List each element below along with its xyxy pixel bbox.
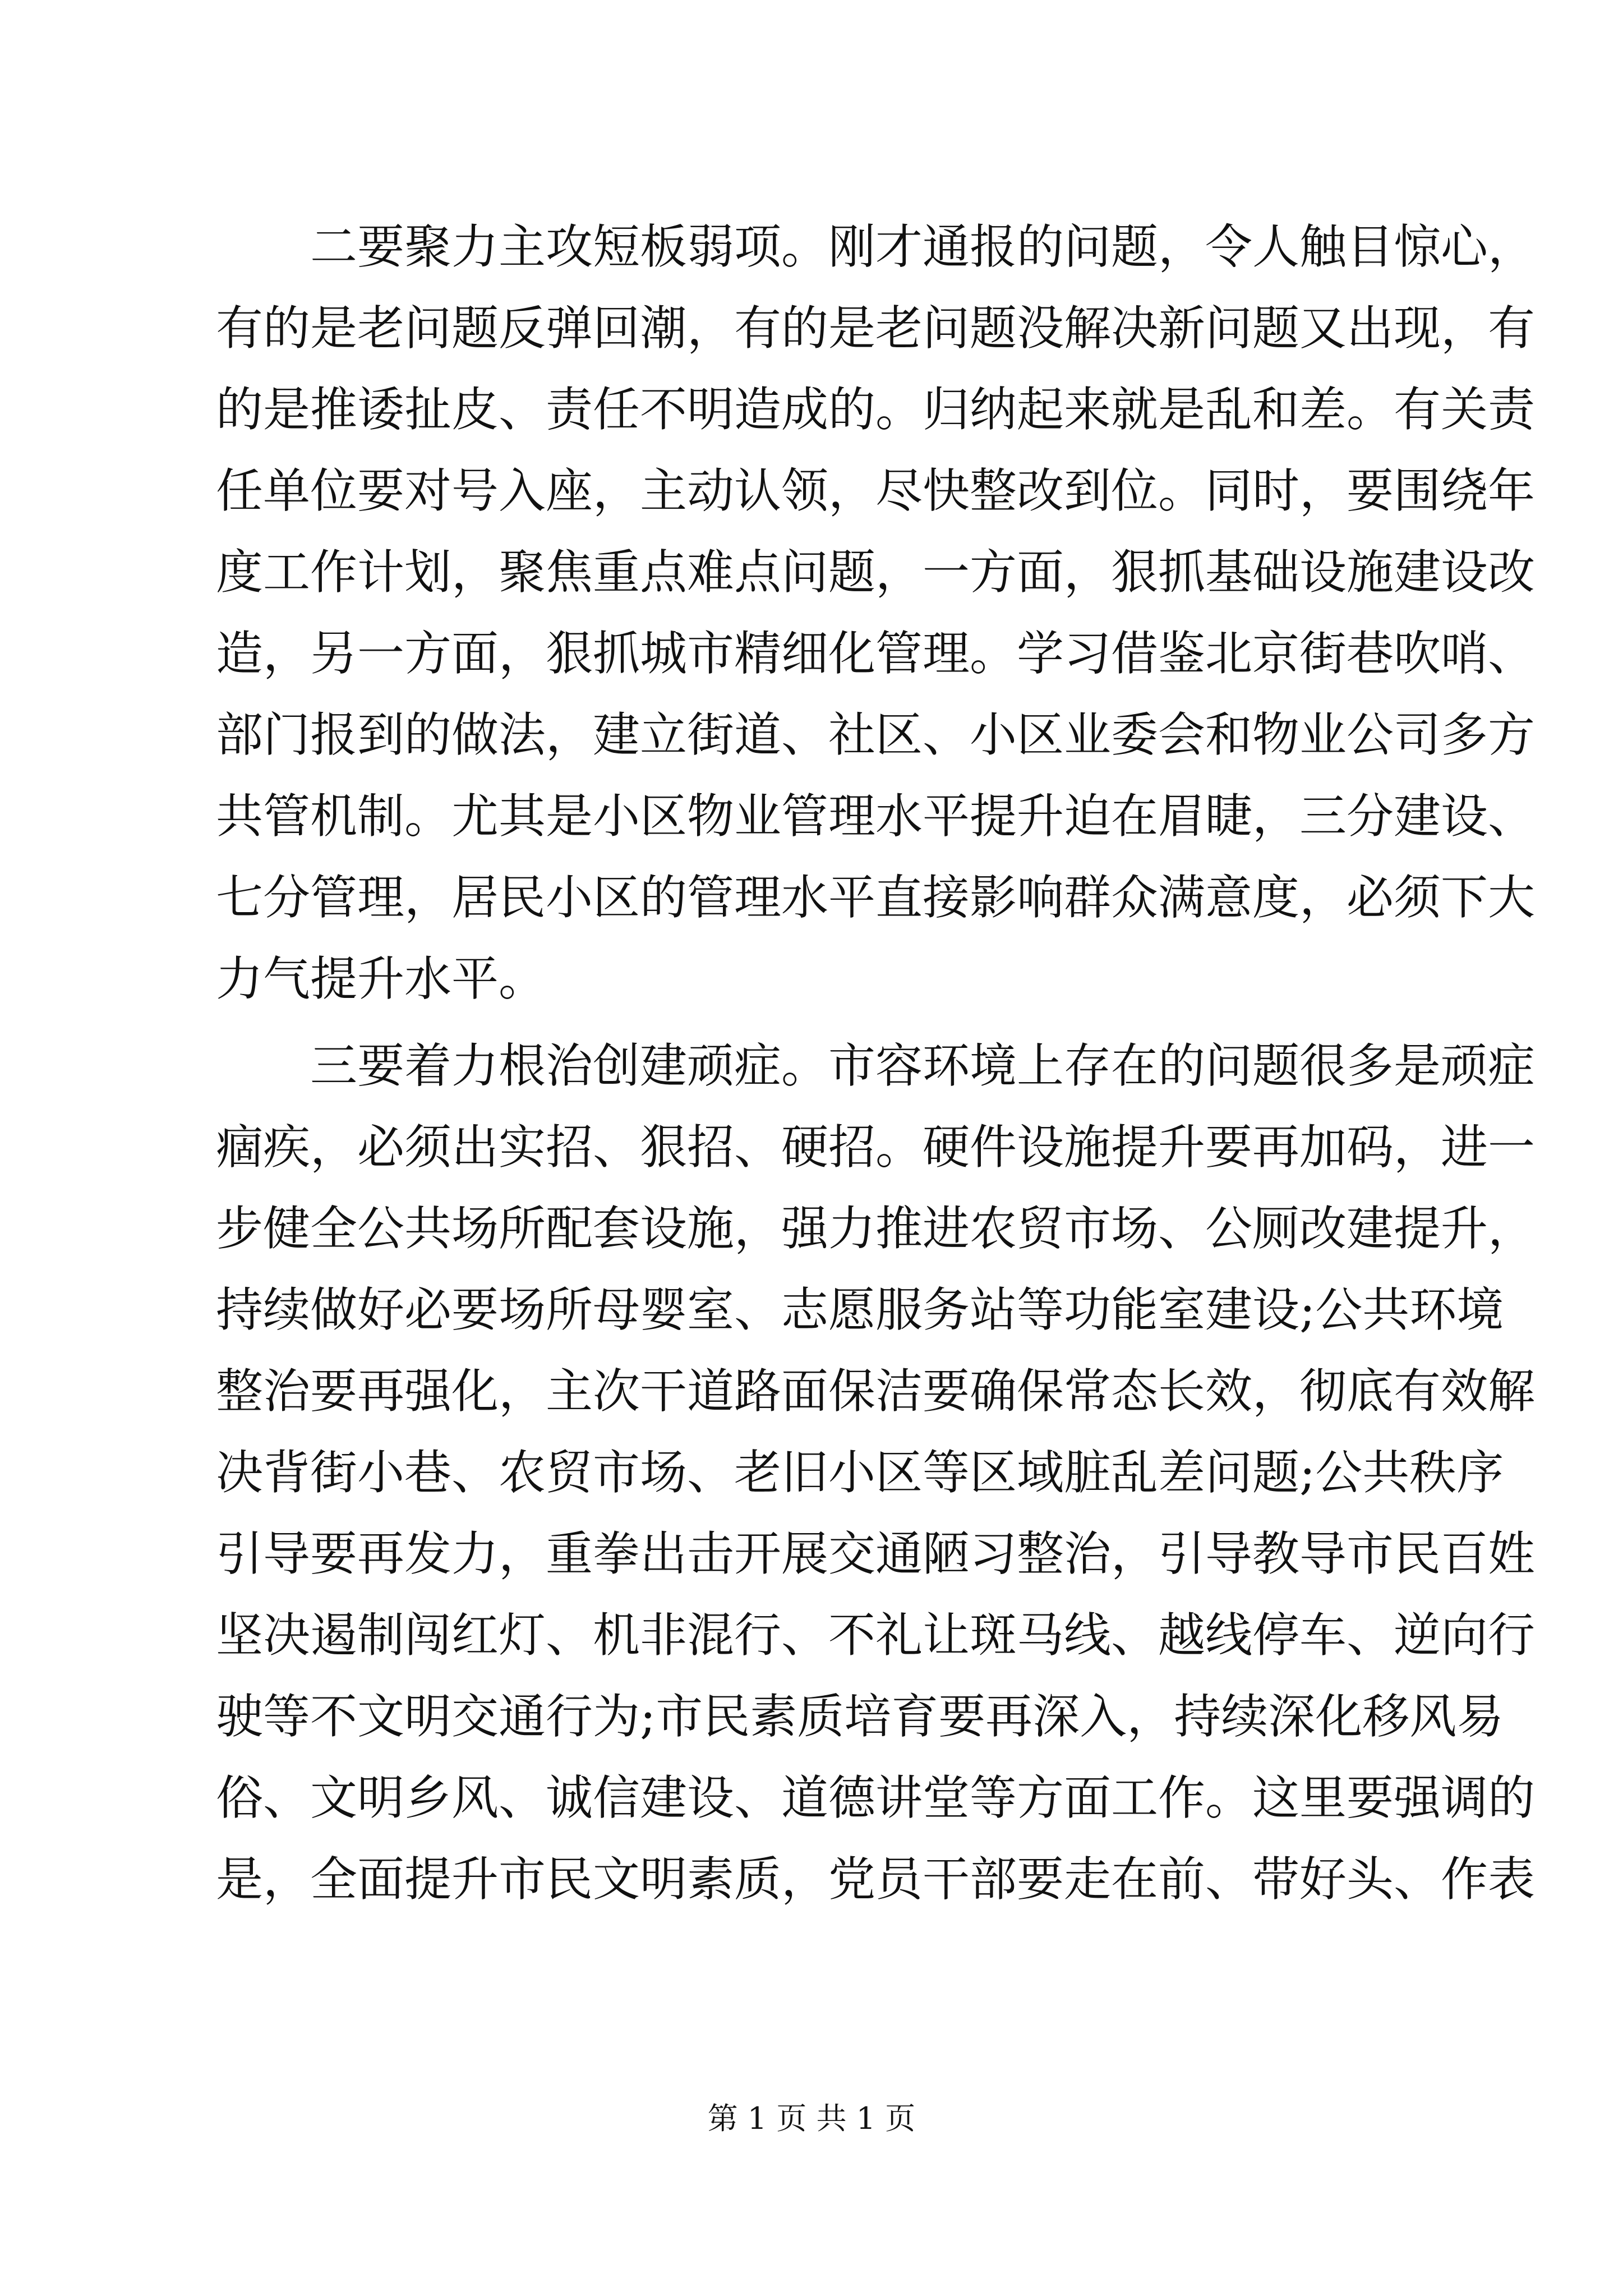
text-line: 是，全面提升市民文明素质，党员干部要走在前、带好头、作表 <box>216 1852 1536 1907</box>
text-line: 共管机制。尤其是小区物业管理水平提升迫在眉睫，三分建设、 <box>216 789 1536 844</box>
text-line: 任单位要对号入座，主动认领，尽快整改到位。同时，要围绕年 <box>216 463 1536 518</box>
text-line: 二要聚力主攻短板弱项。刚才通报的问题，令人触目惊心， <box>216 219 1536 274</box>
paragraph-spacer <box>216 1020 1422 1025</box>
text-line: 力气提升水平。 <box>216 951 546 1006</box>
paragraph-1 <box>216 206 1536 1020</box>
text-line: 整治要再强化，主次干道路面保洁要确保常态长效，彻底有效解 <box>216 1364 1536 1419</box>
text-line: 持续做好必要场所母婴室、志愿服务站等功能室建设;公共环境 <box>216 1282 1504 1337</box>
text-line: 决背街小巷、农贸市场、老旧小区等区域脏乱差问题;公共秩序 <box>216 1445 1504 1500</box>
text-line: 步健全公共场所配套设施，强力推进农贸市场、公厕改建提升， <box>216 1201 1536 1256</box>
text-line: 俗、文明乡风、诚信建设、道德讲堂等方面工作。这里要强调的 <box>216 1770 1536 1825</box>
text-line: 度工作计划，聚焦重点难点问题，一方面，狠抓基础设施建设改 <box>216 545 1536 600</box>
text-line: 驶等不文明交通行为;市民素质培育要再深入，持续深化移风易 <box>216 1689 1504 1744</box>
paragraph-2 <box>216 1025 1536 1920</box>
page-footer: 第 1 页 共 1 页 <box>707 2101 916 2136</box>
text-line: 三要着力根治创建顽症。市容环境上存在的问题很多是顽症 <box>216 1038 1536 1093</box>
text-line: 引导要再发力，重拳出击开展交通陋习整治，引导教导市民百姓 <box>216 1526 1536 1581</box>
text-line: 有的是老问题反弹回潮，有的是老问题没解决新问题又出现，有 <box>216 301 1536 356</box>
text-line: 七分管理，居民小区的管理水平直接影响群众满意度，必须下大 <box>216 870 1536 925</box>
text-line: 痼疾，必须出实招、狠招、硬招。硬件设施提升要再加码，进一 <box>216 1120 1536 1175</box>
text-line: 造，另一方面，狠抓城市精细化管理。学习借鉴北京街巷吹哨、 <box>216 626 1536 681</box>
text-line: 部门报到的做法，建立街道、社区、小区业委会和物业公司多方 <box>216 707 1536 762</box>
document-body <box>216 206 1536 1920</box>
text-line: 坚决遏制闯红灯、机非混行、不礼让斑马线、越线停车、逆向行 <box>216 1608 1536 1663</box>
text-line: 的是推诿扯皮、责任不明造成的。归纳起来就是乱和差。有关责 <box>216 382 1536 437</box>
